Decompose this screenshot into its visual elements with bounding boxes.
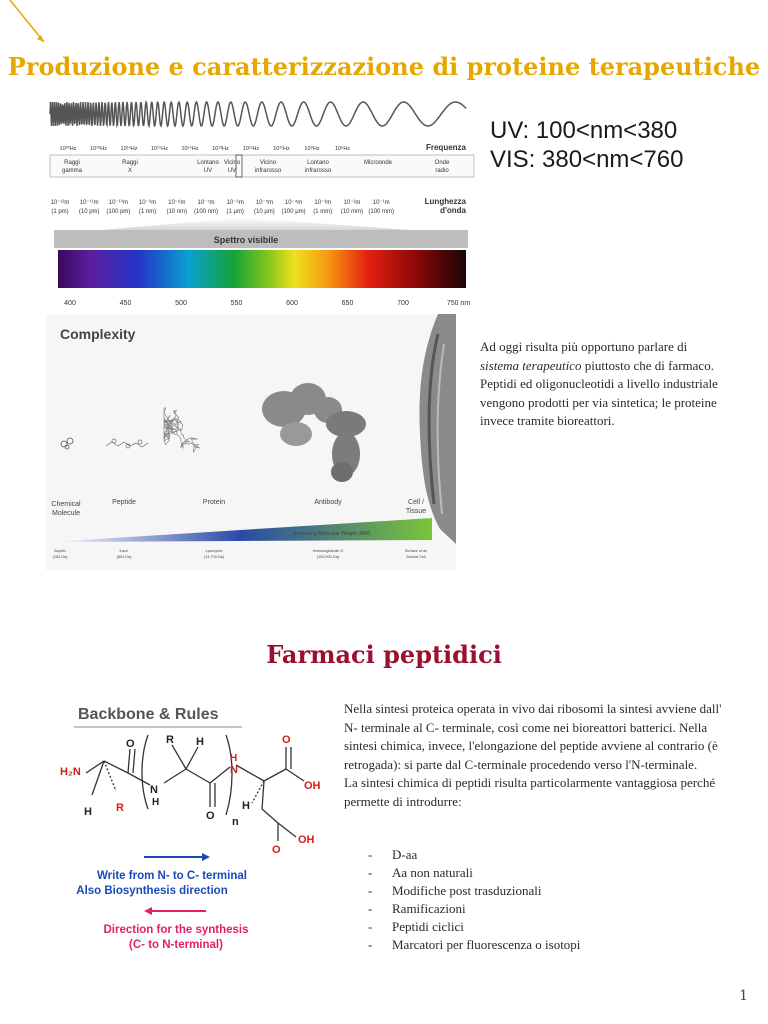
h-label-2: H <box>152 797 160 808</box>
nm-tick: 650 <box>341 300 354 307</box>
repeat-n-label: n <box>232 816 239 828</box>
frequency-tick: 10¹⁸Hz <box>90 146 107 152</box>
o-label-3: O <box>282 734 291 746</box>
electromagnetic-spectrum-figure <box>46 92 478 310</box>
biosynthesis-arrow-icon <box>202 853 210 861</box>
frequency-tick: 10¹⁶Hz <box>120 146 138 152</box>
wavelength-tick: 10⁻⁹m <box>138 200 157 206</box>
h-label-3: H <box>196 736 204 748</box>
complexity-item-label: Cell / <box>408 499 424 506</box>
region-label: Lontano <box>197 160 219 166</box>
h-label-5: H <box>242 800 250 812</box>
wavelength-label-1: Lunghezza <box>424 197 466 206</box>
list-item: - Aa non naturali <box>368 864 580 882</box>
visible-spectrum-bar <box>58 250 466 288</box>
complexity-example: Lysozyme <box>205 549 223 553</box>
page-title: Produzione e caratterizzazione di proteine terapeutiche <box>7 52 761 81</box>
peptide-synthesis-paragraph <box>344 700 724 811</box>
synthesis-direction-line2: (C- to N-terminal) <box>129 939 223 951</box>
list-item: - Ramificazioni <box>368 900 580 918</box>
wavelength-tick: 10⁻¹⁰m <box>108 200 129 206</box>
region-label: X <box>127 168 133 174</box>
complexity-example: (150,000 Da) <box>316 555 340 559</box>
region-label: UV <box>227 168 237 174</box>
vis-range: VIS: 380<nm<760 <box>490 146 684 173</box>
write-direction-line2: Also Biosynthesis direction <box>76 885 228 897</box>
wavelength-tick: 10⁻³m <box>314 200 332 206</box>
frequency-label: Frequenza <box>425 143 466 152</box>
wavelength-tick: 10⁻⁴m <box>284 200 303 206</box>
synthesis-arrow-icon <box>144 907 152 915</box>
therapeutic-text-1: Ad oggi risulta più opportuno parlare di <box>480 339 688 354</box>
wavelength-label-2: d'onda <box>440 206 466 215</box>
peptide-text-1: Nella sintesi proteica operata in vivo dai ribosomi la sintesi avviene dall' N- terminale al C- terminale, così come nei bioreattori batterici. Nella sintesi chimica, invece, l'elongazione del peptide avviene al contrario (è retrogada): si parte dal C-terminale procedendo verso l'N-terminale. <box>344 701 722 772</box>
write-direction-line1: Write from N- to C- terminal <box>97 870 247 882</box>
oh-label-2: OH <box>298 834 315 846</box>
wavelength-tick: 10⁻⁵m <box>255 200 274 206</box>
uv-vis-ranges <box>490 116 683 174</box>
complexity-item-label: Tissue <box>405 508 427 515</box>
backbone-title: Backbone & Rules <box>78 706 219 723</box>
o-label-4: O <box>272 844 281 856</box>
wavelength-unit: (100 µm) <box>281 209 306 215</box>
region-label: Microonde <box>363 160 393 166</box>
complexity-figure <box>46 314 456 570</box>
spectrum-wave <box>50 102 466 126</box>
region-label: Vicino <box>259 160 277 166</box>
oh-label-1: OH <box>304 780 321 792</box>
wavelength-unit: (100 nm) <box>193 209 219 215</box>
wavelength-tick: 10⁻¹¹m <box>79 200 99 206</box>
wavelength-unit: (100 pm) <box>106 209 131 215</box>
region-label: Vicino <box>223 160 241 166</box>
wavelength-tick: 10⁻⁸m <box>168 200 186 206</box>
n-label-2: N <box>230 764 238 776</box>
complexity-example: (180 Da) <box>52 555 68 559</box>
wavelength-tick: 10⁻⁷m <box>197 200 215 206</box>
wavelength-unit: (10 µm) <box>254 209 275 215</box>
molecular-weight-label: Increasing Molecular Weight (MW) <box>293 531 371 537</box>
r-label-2: R <box>166 734 174 746</box>
therapeutic-system-term: sistema terapeutico <box>480 357 582 373</box>
complexity-example: Aspirin <box>54 549 66 553</box>
nm-tick: 450 <box>119 300 132 307</box>
therapeutic-system-paragraph <box>480 338 728 431</box>
therapeutic-text-3: Peptidi ed oligonucleotidi a livello industriale vengono prodotti per via sintetica; le proteine invece tramite bioreattori. <box>480 376 718 428</box>
synthesis-direction-line1: Direction for the synthesis <box>103 924 249 936</box>
wavelength-unit: (10 mm) <box>340 209 364 215</box>
wavelength-tick: 10⁻¹²m <box>50 200 70 206</box>
wavelength-tick: 10⁻¹m <box>372 200 390 206</box>
n-label-1: N <box>150 784 158 796</box>
complexity-item-label: Antibody <box>314 499 342 506</box>
region-label: Raggi <box>64 160 80 166</box>
list-item: - Modifiche post trasduzionali <box>368 882 580 900</box>
nm-tick: 500 <box>175 300 187 307</box>
region-label: UV <box>203 168 213 174</box>
page-number: 1 <box>739 988 748 1004</box>
wavelength-unit: (1 nm) <box>138 209 157 215</box>
o-label-1: O <box>126 738 135 750</box>
nm-tick: 700 <box>397 300 409 307</box>
complexity-example: Surface of an <box>404 549 428 553</box>
complexity-item-label: Chemical <box>51 501 81 508</box>
o-label-2: O <box>206 810 215 822</box>
complexity-example: (804 Da) <box>116 555 132 559</box>
backbone-rules-figure <box>46 697 331 957</box>
complexity-example: Animal Cell <box>406 555 426 559</box>
list-item: - D-aa <box>368 846 580 864</box>
complexity-item-label: Protein <box>202 499 226 506</box>
list-item: - Marcatori per fluorescenza o isotopi <box>368 936 580 954</box>
therapeutic-text-2: piuttosto che di farmaco. <box>581 357 714 373</box>
complexity-title: Complexity <box>60 326 136 342</box>
nm-tick: 750 nm <box>446 300 471 307</box>
frequency-tick: 10¹⁵Hz <box>151 146 168 152</box>
region-label: Onde <box>434 160 450 166</box>
h-label-4: H <box>230 753 238 764</box>
wavelength-unit: (100 mm) <box>368 209 395 215</box>
wavelength-unit: (10 pm) <box>78 209 100 215</box>
region-label: gamma <box>61 168 83 174</box>
section-title: Farmaci peptidici <box>266 640 502 669</box>
frequency-tick: 10²⁰Hz <box>59 146 77 152</box>
complexity-item-label: Molecule <box>51 510 81 517</box>
nm-tick: 600 <box>286 300 298 307</box>
region-label: radio <box>435 168 449 174</box>
region-label: infrarosso <box>304 168 332 174</box>
corner-arrow-icon <box>0 0 50 50</box>
r-label-1: R <box>116 802 124 814</box>
region-label: Lontano <box>307 160 329 166</box>
nm-tick: 400 <box>64 300 76 307</box>
frequency-tick: 10¹²Hz <box>242 146 260 152</box>
wavelength-tick: 10⁻²m <box>343 200 361 206</box>
visible-spectrum-label: Spettro visibile <box>213 235 279 245</box>
amine-label: H₂N <box>60 766 81 778</box>
frequency-tick: 10¹¹Hz <box>273 146 290 152</box>
uv-range: UV: 100<nm<380 <box>490 117 678 144</box>
list-item: - Peptidi ciclici <box>368 918 580 936</box>
wavelength-unit: (1 µm) <box>226 209 244 215</box>
nm-tick: 550 <box>230 300 243 307</box>
region-label: Raggi <box>122 160 138 166</box>
complexity-example: (14,700 Da) <box>203 555 225 559</box>
frequency-tick: 10⁶Hz <box>334 146 351 152</box>
modifications-list <box>368 846 580 954</box>
frequency-tick: 10¹⁴Hz <box>181 146 199 152</box>
peptide-text-2: La sintesi chimica di peptidi risulta particolarmente vantaggiosa perché permette di introdurre: <box>344 775 716 809</box>
wavelength-unit: (1 mm) <box>313 209 333 215</box>
wavelength-unit: (1 pm) <box>51 209 69 215</box>
frequency-tick: 10¹³Hz <box>212 146 229 152</box>
frequency-tick: 10⁹Hz <box>304 146 320 152</box>
complexity-item-label: Peptide <box>112 499 136 506</box>
complexity-example: Immunoglobulin G <box>312 549 344 553</box>
complexity-example: Insul. <box>119 549 129 553</box>
region-label: infrarosso <box>254 168 282 174</box>
wavelength-unit: (10 nm) <box>166 209 188 215</box>
h-label-1: H <box>84 806 92 818</box>
wavelength-tick: 10⁻⁶m <box>226 200 244 206</box>
